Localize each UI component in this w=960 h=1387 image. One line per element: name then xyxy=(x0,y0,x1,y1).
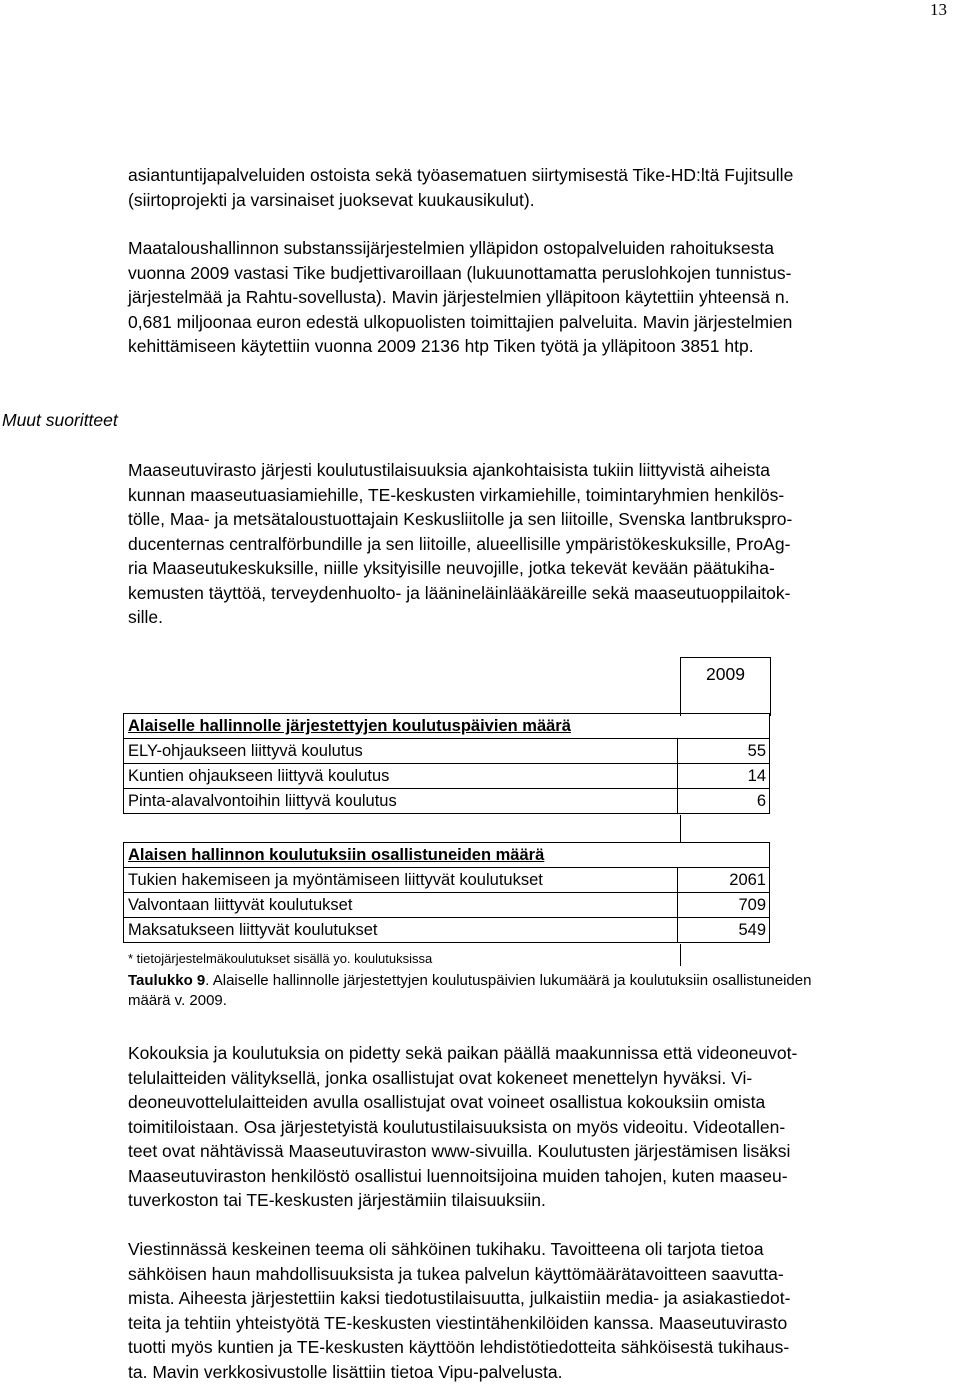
text-line: deoneuvottelulaitteiden avulla osallistujat ovat voineet osallistua kokouksiin omista xyxy=(128,1092,766,1112)
row-value: 6 xyxy=(678,789,770,814)
text-line: toimitiloistaan. Osa järjestetyistä koulutustilaisuuksista on myös videoitu. Videotallen- xyxy=(128,1116,786,1137)
paragraph-4 xyxy=(128,1041,958,1213)
row-label: ELY-ohjaukseen liittyvä koulutus xyxy=(124,739,678,764)
text-line: teita ja tehtiin yhteistyötä TE-keskusten viestintähenkilöiden kanssa. Maaseutuvirasto xyxy=(128,1312,788,1333)
year-header-label: 2009 xyxy=(706,664,745,684)
text-line: vuonna 2009 vastasi Tike budjettivaroillaan (lukuunottamatta peruslohkojen tunnistus- xyxy=(128,262,792,283)
text-line: kemusten täyttöä, terveydenhuolto- ja läänineläinlääkäreille sekä maaseutuoppilaitok- xyxy=(128,582,791,603)
paragraph-3 xyxy=(128,458,958,630)
text-line: Maaseutuvirasto järjesti koulutustilaisuuksia ajankohtaisista tukiin liittyvistä aiheista xyxy=(128,460,770,480)
text-line: (siirtoprojekti ja varsinaiset juoksevat kuukausikulut). xyxy=(128,189,535,210)
participants-table xyxy=(123,842,770,943)
column-divider xyxy=(680,815,681,843)
text-line: 0,681 miljoonaa euron edestä ulkopuolisten toimittajien palveluita. Mavin järjestelmien xyxy=(128,311,793,332)
text-line: tuotti myös kuntien ja TE-keskusten käyttöön lehdistötiedotteita sähköisestä tukihaus- xyxy=(128,1337,790,1357)
table-row xyxy=(124,789,770,814)
text-line: järjestelmää ja Rahtu-sovellusta). Mavin järjestelmien ylläpitoon käytettiin yhteensä n. xyxy=(128,287,790,307)
text-line: ria Maaseutukeskuksille, niille yksityisille neuvojille, jotka tekevät kevään päätukiha- xyxy=(128,558,775,578)
row-label: Maksatukseen liittyvät koulutukset xyxy=(124,918,678,943)
row-label: Pinta-alavalvontoihin liittyvä koulutus xyxy=(124,789,678,814)
text-line: asiantuntijapalveluiden ostoista sekä työasematuen siirtymisestä Tike-HD:ltä Fujitsulle xyxy=(128,165,794,185)
side-heading: Muut suoritteet xyxy=(2,410,118,430)
paragraph-2 xyxy=(128,236,958,359)
text-line: tuverkoston tai TE-keskusten järjestämiin tilaisuuksiin. xyxy=(128,1190,546,1210)
text-line: tölle, Maa- ja metsätaloustuottajain Keskusliitolle ja sen liitoille, Svenska lantbrukspro- xyxy=(128,509,793,529)
row-value: 2061 xyxy=(678,868,770,893)
row-value: 709 xyxy=(678,893,770,918)
year-header xyxy=(680,657,771,716)
column-divider xyxy=(680,944,681,966)
text-line: telulaitteiden välityksellä, jonka osallistujat ovat kokeneet menettelyn hyväksi. Vi- xyxy=(128,1067,753,1088)
text-line: teet ovat nähtävissä Maaseutuviraston www-sivuilla. Koulutusten järjestämisen lisäksi xyxy=(128,1141,791,1161)
caption-line: määrä v. 2009. xyxy=(128,992,227,1009)
text-line: Kokouksia ja koulutuksia on pidetty sekä paikan päällä maakunnissa että videoneuvot- xyxy=(128,1043,798,1063)
row-value: 549 xyxy=(678,918,770,943)
table-heading: Alaisen hallinnon koulutuksiin osallistuneiden määrä xyxy=(124,843,770,868)
table-row xyxy=(124,868,770,893)
table-heading-row xyxy=(124,714,770,739)
caption-line xyxy=(128,971,948,991)
table-row xyxy=(124,739,770,764)
paragraph-1 xyxy=(128,163,958,212)
caption-text: . Alaiselle hallinnolle järjestettyjen koulutuspäivien lukumäärä ja koulutuksiin osallistuneiden xyxy=(205,972,812,989)
training-days-table xyxy=(123,713,770,814)
text-line: mista. Aiheesta järjestettiin kaksi tiedotustilaisuutta, julkaistiin media- ja asiakastiedot- xyxy=(128,1288,791,1308)
text-line: ta. Mavin verkkosivustolle lisättiin tietoa Vipu-palvelusta. xyxy=(128,1361,563,1382)
row-label: Tukien hakemiseen ja myöntämiseen liittyvät koulutukset xyxy=(124,868,678,893)
row-label: Kuntien ohjaukseen liittyvä koulutus xyxy=(124,764,678,789)
table-row xyxy=(124,893,770,918)
row-value: 55 xyxy=(678,739,770,764)
text-line: kehittämiseen käytettiin vuonna 2009 2136 htp Tiken työtä ja ylläpitoon 3851 htp. xyxy=(128,336,754,356)
row-value: 14 xyxy=(678,764,770,789)
table-footnote: * tietojärjestelmäkoulutukset sisällä yo. koulutuksissa xyxy=(128,951,433,966)
row-label: Valvontaan liittyvät koulutukset xyxy=(124,893,678,918)
text-line: sähköisen haun mahdollisuuksista ja tukea palvelun käyttömäärätavoitteen saavutta- xyxy=(128,1263,784,1284)
caption-label: Taulukko 9 xyxy=(128,972,206,989)
text-line: ducenternas centralförbundille ja sen liitoille, alueellisille ympäristökeskuksille, ProAg- xyxy=(128,533,791,554)
table-caption xyxy=(128,971,948,1011)
table-heading: Alaiselle hallinnolle järjestettyjen koulutuspäivien määrä xyxy=(124,714,770,739)
table-row xyxy=(124,918,770,943)
table-heading-row xyxy=(124,843,770,868)
text-line: Maataloushallinnon substanssijärjestelmien ylläpidon ostopalveluiden rahoituksesta xyxy=(128,238,774,258)
text-line: Viestinnässä keskeinen teema oli sähköinen tukihaku. Tavoitteena oli tarjota tietoa xyxy=(128,1239,764,1259)
text-line: Maaseutuviraston henkilöstö osallistui luennoitsijoina muiden tahojen, kuten maaseu- xyxy=(128,1165,788,1186)
page-number: 13 xyxy=(930,0,947,19)
text-line: kunnan maaseutuasiamiehille, TE-keskusten virkamiehille, toimintaryhmien henkilös- xyxy=(128,484,785,505)
text-line: sille. xyxy=(128,607,164,627)
table-row xyxy=(124,764,770,789)
paragraph-5 xyxy=(128,1237,958,1384)
